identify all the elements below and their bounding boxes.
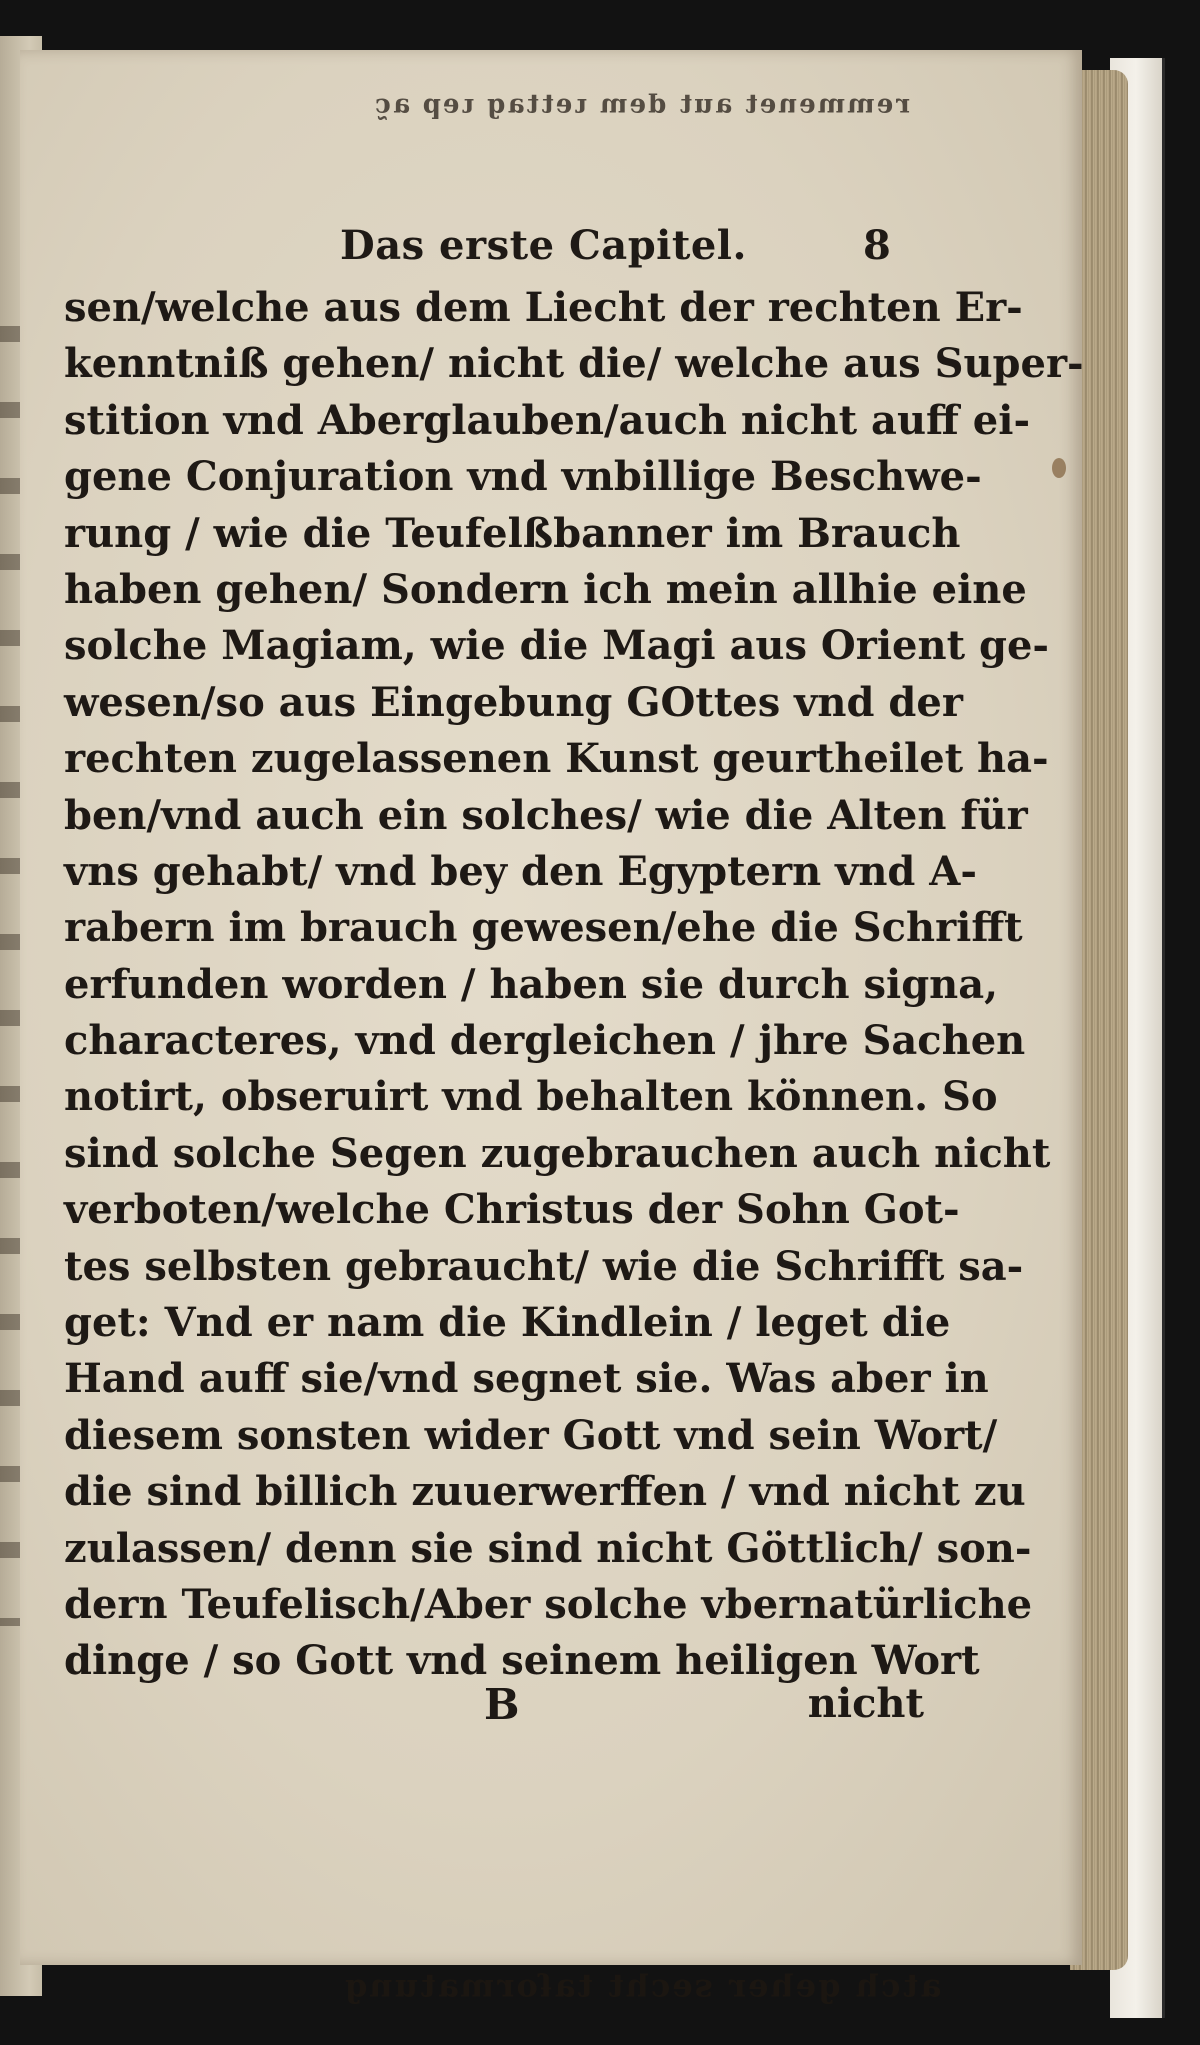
text-line: zulassen/ denn sie sind nicht Göttlich/ son-: [64, 1524, 1032, 1572]
text-line: solche Magiam, wie die Magi aus Orient ge-: [64, 622, 1049, 670]
page-footer: [64, 1680, 924, 1740]
text-line: erfunden worden / haben sie durch signa,: [64, 960, 999, 1008]
text-line: kenntniß gehen/ nicht die/ welche aus Super-: [64, 340, 1084, 388]
text-line: stition vnd Aberglauben/auch nicht auff ei-: [64, 396, 1031, 444]
signature-mark: B: [484, 1680, 520, 1729]
page-number: 8: [863, 222, 891, 269]
text-line: die sind billich zuuerwerffen / vnd nicht zu: [64, 1468, 1026, 1516]
text-line: haben gehen/ Sondern ich mein allhie eine: [64, 565, 1027, 613]
text-line: dinge / so Gott vnd seinem heiligen Wort: [64, 1637, 980, 1685]
text-line: get: Vnd er nam die Kindlein / leget die: [64, 1299, 951, 1347]
book-page: [20, 50, 1082, 1965]
text-line: rabern im brauch gewesen/ehe die Schrifft: [64, 904, 1023, 952]
bleed-through-bottom: ɓunʇɐɯɹoɟɐʇ ʇɥɔǝs ɹǝɥǝɓ ɥɔʇɐ: [345, 1972, 943, 2010]
text-line: diesem sonsten wider Gott vnd sein Wort/: [64, 1411, 998, 1459]
text-line: verboten/welche Christus der Sohn Got-: [64, 1186, 960, 1234]
chapter-heading: Das erste Capitel.: [340, 222, 747, 269]
text-line: Hand auff sie/vnd segnet sie. Was aber in: [64, 1355, 989, 1403]
catchword: nicht: [807, 1680, 924, 1727]
text-line: rechten zugelassenen Kunst geurtheilet ha-: [64, 735, 1049, 783]
text-line: dern Teufelisch/Aber solche vbernatürliche: [64, 1580, 1033, 1628]
text-line: sind solche Segen zugebrauchen auch nicht: [64, 1129, 1051, 1177]
text-line: ben/vnd auch ein solches/ wie die Alten für: [64, 791, 1028, 839]
text-line: gene Conjuration vnd vnbillige Beschwe-: [64, 453, 982, 501]
body-text: [64, 280, 1084, 1690]
running-head: [20, 222, 1082, 282]
text-line: characteres, vnd dergleichen / jhre Sachen: [64, 1017, 1026, 1065]
text-line: rung / wie die Teufelßbanner im Brauch: [64, 509, 961, 557]
text-line: wesen/so aus Eingebung GOttes vnd der: [64, 678, 963, 726]
text-line: sen/welche aus dem Liecht der rechten Er-: [64, 284, 1023, 331]
bleed-through-top: ɔ̃ɐ dǝɿ ɓɐʇʇǝɿ ɯǝp ʇnɐ ʇǝuǝɯɯǝɹ: [375, 92, 913, 122]
text-line: tes selbsten gebraucht/ wie die Schrifft sa-: [64, 1242, 1024, 1290]
paper-stain: [1052, 458, 1066, 478]
text-line: notirt, obseruirt vnd behalten können. So: [64, 1073, 998, 1121]
text-line: vns gehabt/ vnd bey den Egyptern vnd A-: [64, 847, 977, 895]
